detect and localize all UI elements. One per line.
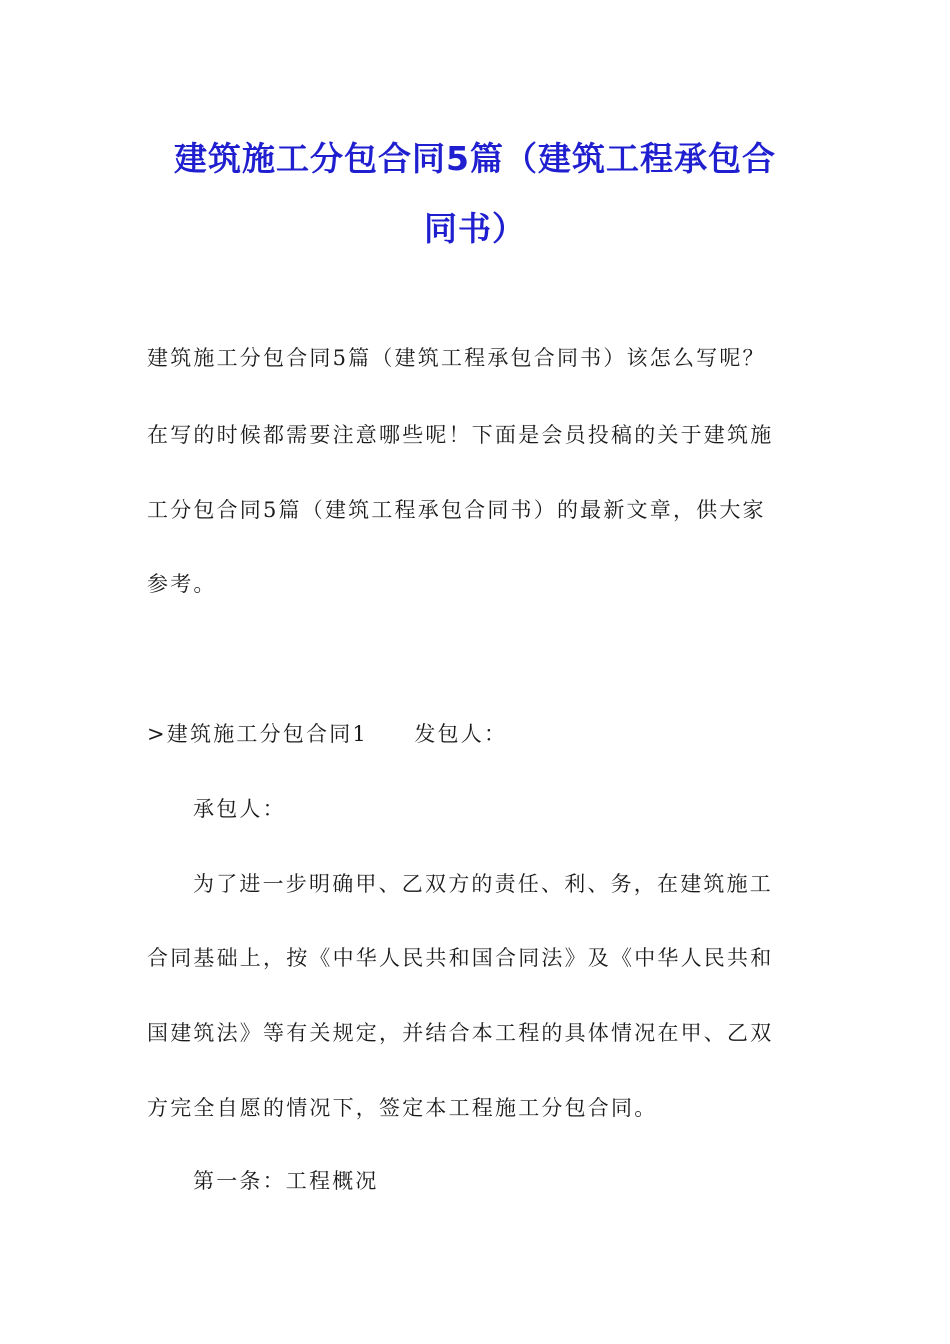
document-title-line-2: 同书）	[424, 209, 526, 248]
body-line-3: 国建筑法》等有关规定，并结合本工程的具体情况在甲、乙双	[147, 1021, 774, 1045]
body-line-2: 合同基础上，按《中华人民共和国合同法》及《中华人民共和	[147, 946, 774, 970]
intro-line-2: 在写的时候都需要注意哪些呢！下面是会员投稿的关于建筑施	[147, 423, 774, 447]
body-line-1: 为了进一步明确甲、乙双方的责任、利、务，在建筑施工	[193, 872, 773, 896]
document-title-line-1: 建筑施工分包合同5篇（建筑工程承包合	[174, 139, 776, 178]
body-line-4: 方完全自愿的情况下，签定本工程施工分包合同。	[147, 1096, 658, 1120]
intro-line-3: 工分包合同5篇（建筑工程承包合同书）的最新文章，供大家	[147, 498, 766, 522]
article-one-heading: 第一条：工程概况	[193, 1169, 379, 1193]
contractor-line: 承包人：	[193, 797, 286, 821]
intro-line-1: 建筑施工分包合同5篇（建筑工程承包合同书）该怎么写呢？	[147, 346, 766, 370]
intro-line-4: 参考。	[147, 572, 217, 596]
section-heading: >建筑施工分包合同1 发包人：	[147, 722, 508, 746]
